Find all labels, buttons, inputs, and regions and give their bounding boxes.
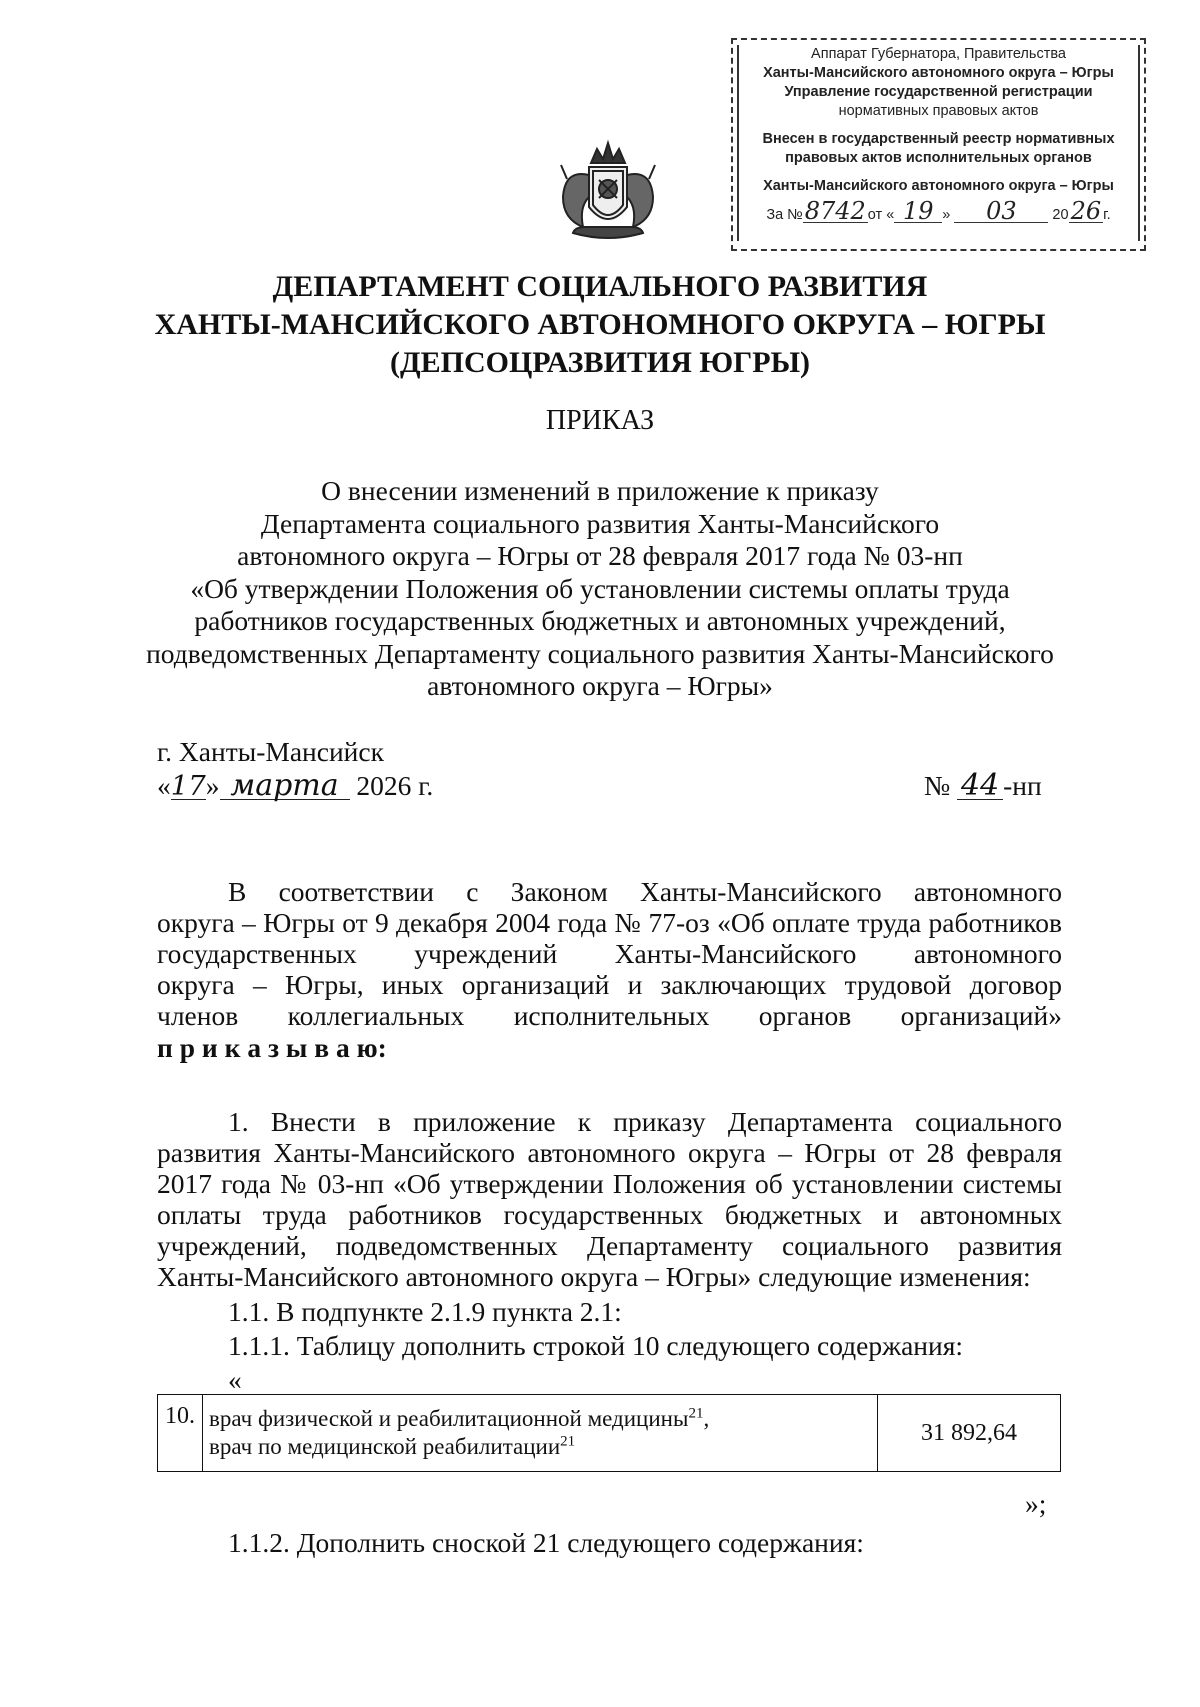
item-line: Ханты-Мансийского автономного округа – Югры» следующие изменения: [157,1261,1031,1292]
org-abbrev: (ДЕПСОЦРАЗВИТИЯ ЮГРЫ) [389,346,811,379]
stamp-reg-from: от « [867,207,895,223]
stamp-line: Аппарат Губернатора, Правительства [811,46,1066,62]
date-year: 2026 г. [356,770,434,801]
stamp-reg-year-prefix: 20 [1052,207,1069,223]
registration-stamp [731,38,1146,251]
number-prefix: № [924,770,951,801]
number-value: 44 [957,773,1003,800]
table-row [158,1395,1061,1472]
stamp-reg-prefix: За № [766,207,803,223]
stamp-line: Ханты-Мансийского автономного округа – Югры [763,65,1114,81]
table-close-quote: »; [1025,1488,1047,1519]
order-date [157,770,433,801]
salary-value: 31 892,64 [878,1395,1061,1472]
stamp-line: Управление государственной регистрации [784,84,1093,100]
position-2: врач по медицинской реабилитации [209,1434,561,1459]
date-close-quote: » [205,770,220,801]
item-line: учреждений, подведомственных Департаменту социального развития [157,1230,1062,1261]
item-line: 1. Внести в приложение к приказу Департамента социального [228,1106,1062,1137]
preamble-line: государственных учреждений Ханты-Мансийского автономного [157,938,1062,969]
preamble-line: членов коллегиальных исполнительных органов организаций» [157,1000,1062,1031]
subject-line: Департамента социального развития Ханты-Мансийского [260,508,940,539]
footnote-ref: 21 [688,1405,704,1422]
table-open-quote: « [228,1364,242,1395]
number-suffix: -нп [1003,770,1042,801]
stamp-reg-suffix: г. [1103,207,1111,223]
preamble-line: В соответствии с Законом Ханты-Мансийского автономного [228,876,1062,907]
city-name: г. Ханты-Мансийск [157,736,384,767]
item-line: оплаты труда работников государственных бюджетных и автономных [157,1199,1062,1230]
subject-line: подведомственных Департаменту социального развития Ханты-Мансийского [146,638,1054,669]
stamp-registration-row [739,197,1138,225]
amendment-table [157,1394,1061,1472]
subject-line: О внесении изменений в приложение к приказу [321,475,879,506]
stamp-reg-mid: » [942,207,951,223]
footnote-ref: 21 [560,1433,576,1450]
org-name-line: ХАНТЫ-МАНСИЙСКОГО АВТОНОМНОГО ОКРУГА – ЮГРЫ [154,308,1046,341]
stamp-line: Внесен в государственный реестр нормативных [762,131,1115,147]
subject-line: «Об утверждении Положения об установлении системы оплаты труда [190,573,1010,604]
date-day: 17 [170,770,206,802]
stamp-line: Ханты-Мансийского автономного округа – Югры [763,178,1114,194]
stamp-reg-day: 19 [894,200,942,223]
position-cell: врач физической и реабилитационной медицины$^{21}$, врач по медицинской реабилитации$^{21}$ [203,1395,878,1472]
coat-of-arms-emblem [553,135,663,245]
subject-line: автономного округа – Югры» [427,670,773,701]
stamp-line: правовых актов исполнительных органов [785,150,1092,166]
stamp-reg-month: 03 [954,200,1048,223]
row-number: 10. [158,1395,203,1472]
subitem-1-1: 1.1. В подпункте 2.1.9 пункта 2.1: [228,1296,622,1327]
subject-line: автономного округа – Югры от 28 февраля 2017 года № 03-нп [237,540,963,571]
subitem-1-1-2: 1.1.2. Дополнить сноской 21 следующего содержания: [228,1527,864,1558]
order-number [924,770,1042,801]
position-1: врач физической и реабилитационной медицины [209,1406,689,1431]
order-word: п р и к а з ы в а ю: [157,1032,387,1063]
stamp-reg-year: 26 [1070,197,1102,225]
item-line: развития Ханты-Мансийского автономного округа – Югры от 28 февраля [157,1137,1062,1168]
subject-line: работников государственных бюджетных и автономных учреждений, [194,605,1006,636]
document-type: ПРИКАЗ [545,405,655,436]
preamble-line: округа – Югры от 9 декабря 2004 года № 77-оз «Об оплате труда работников [157,907,1062,938]
subitem-1-1-1: 1.1.1. Таблицу дополнить строкой 10 следующего содержания: [228,1330,964,1361]
org-name-line: ДЕПАРТАМЕНТ СОЦИАЛЬНОГО РАЗВИТИЯ [272,270,928,303]
stamp-line: нормативных правовых актов [838,103,1039,119]
date-month: марта [220,773,350,800]
date-open-quote: « [157,770,171,801]
item-line: 2017 года № 03-нп «Об утверждении Положения об установлении системы [157,1168,1062,1199]
preamble-line: округа – Югры, иных организаций и заключающих трудовой договор [157,969,1062,1000]
stamp-reg-number: 8742 [804,197,866,225]
